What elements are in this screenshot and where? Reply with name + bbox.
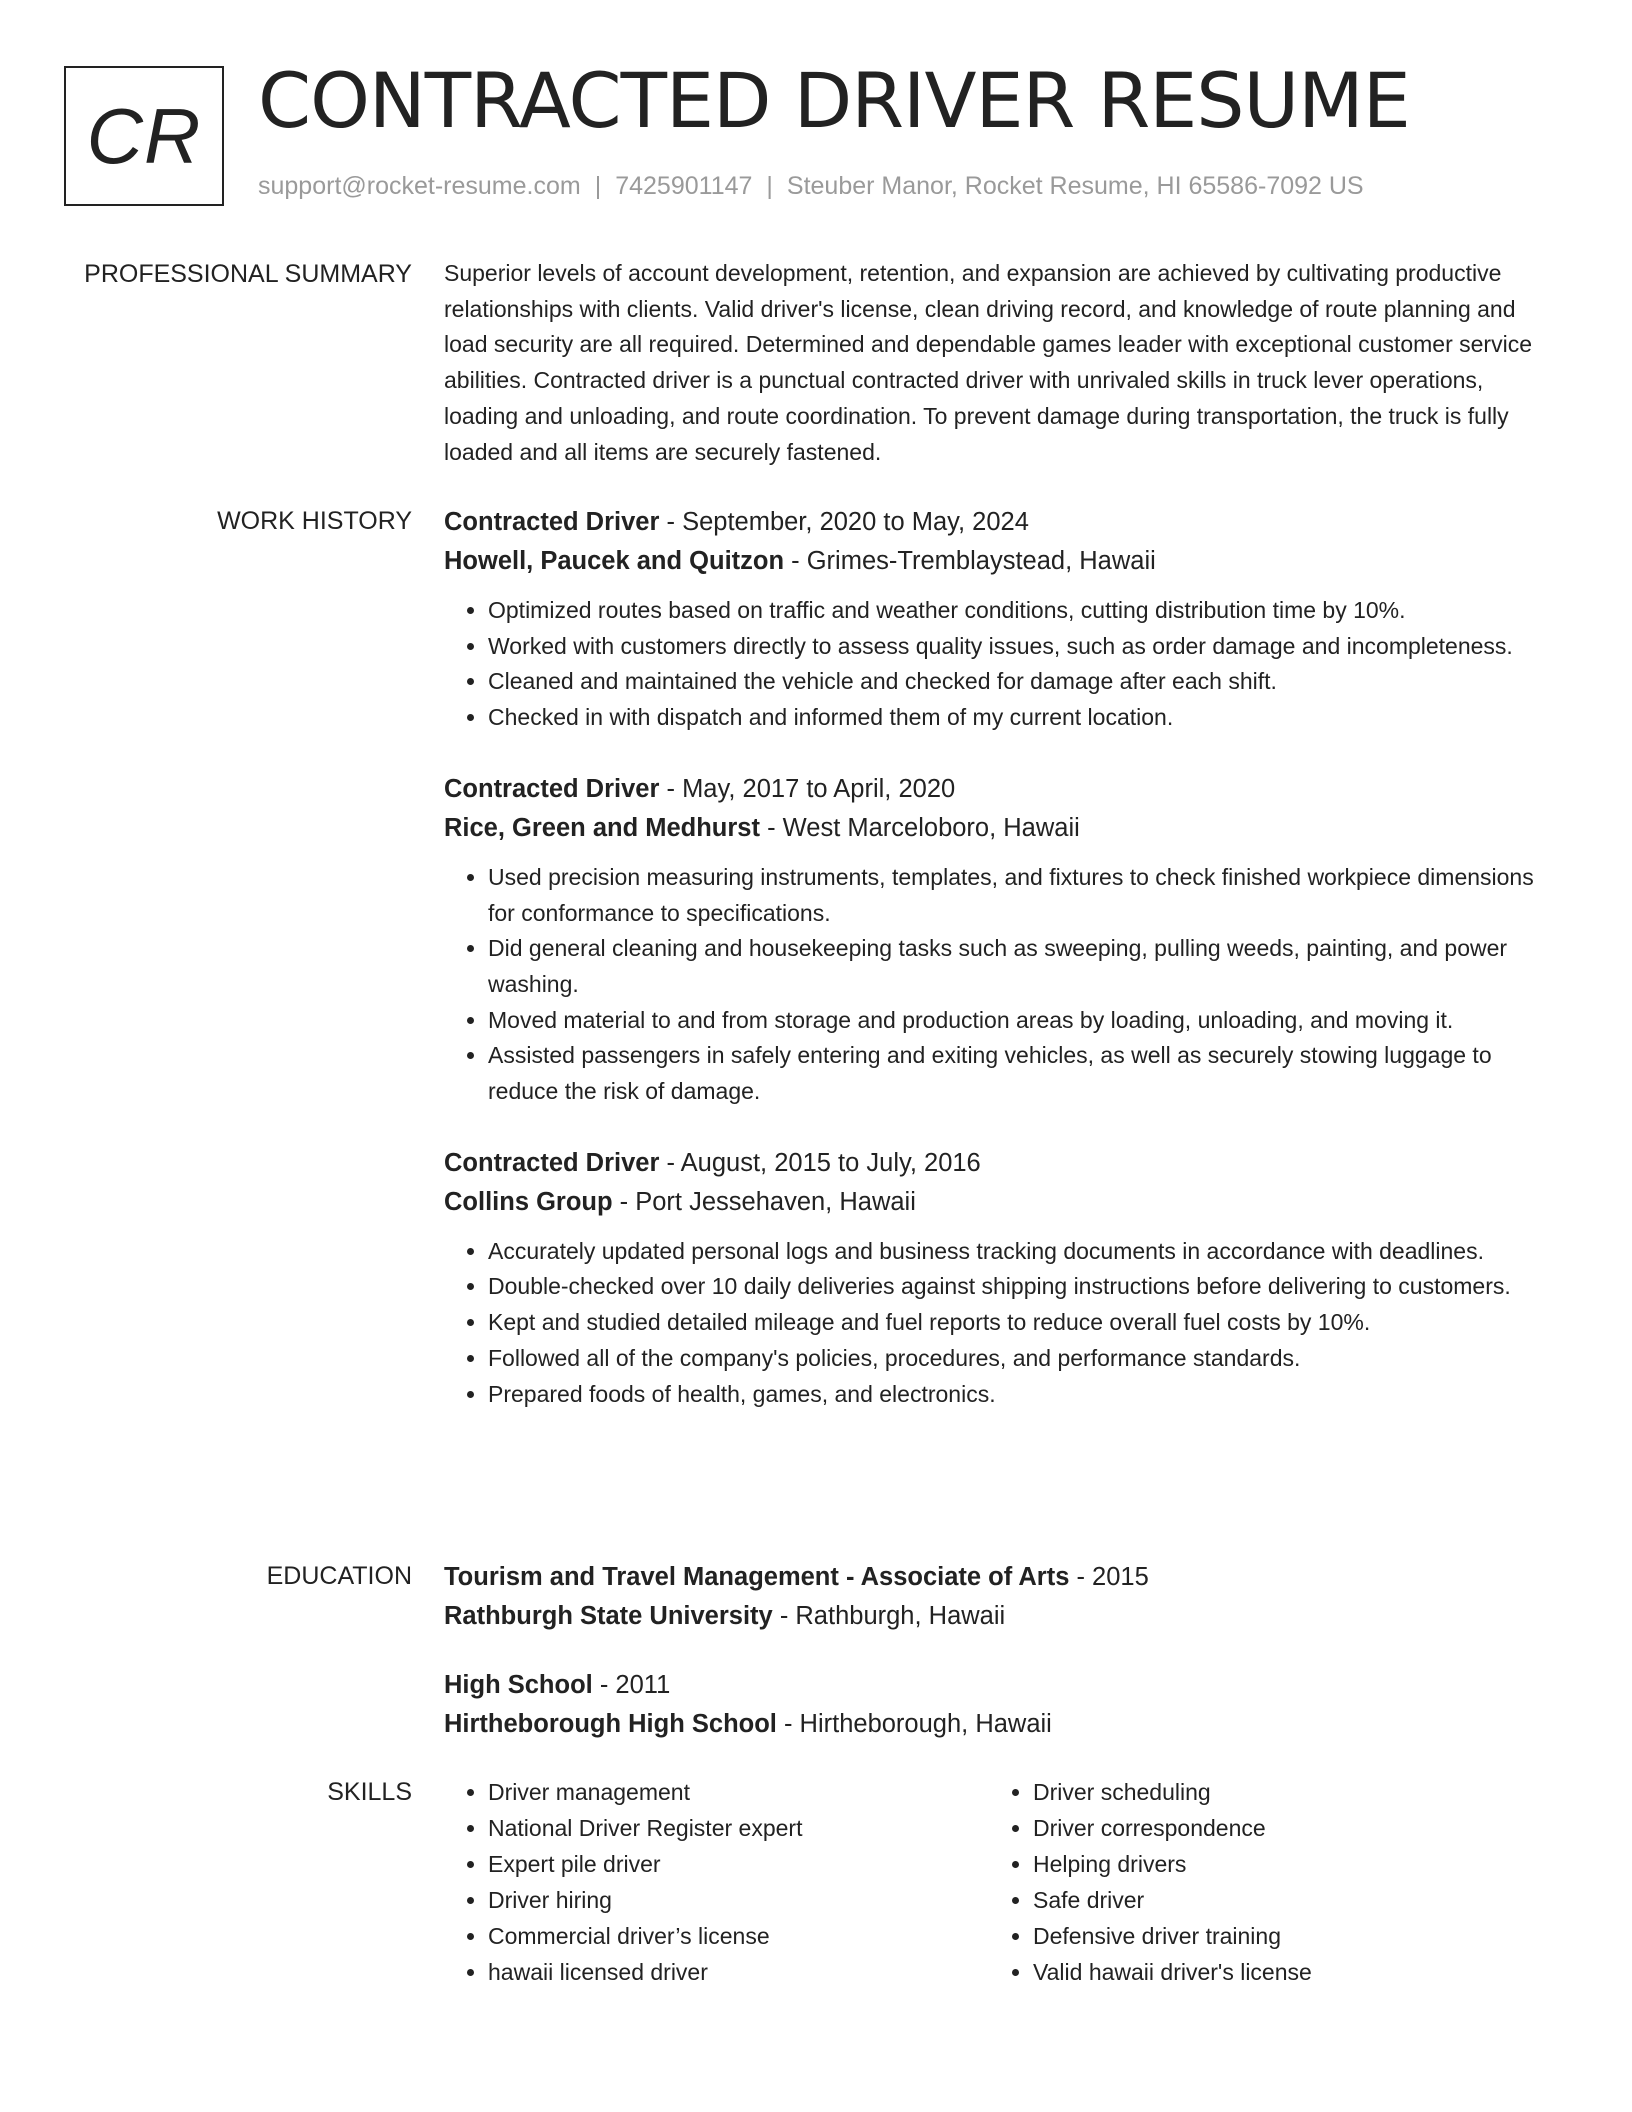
- education-degree-line: [444, 1666, 1544, 1705]
- skills-body: [444, 1774, 1544, 1990]
- contact-email: support@rocket-resume.com: [258, 172, 581, 200]
- resume-title: CONTRACTED DRIVER RESUME: [258, 56, 1410, 145]
- job-company-line: [444, 542, 1544, 581]
- education-school: Rathburgh State University: [444, 1602, 773, 1630]
- skill-item: • National Driver Register expert: [488, 1810, 989, 1846]
- job-bullet: • Double-checked over 10 daily deliveries against shipping instructions before delivering to customers.: [488, 1269, 1544, 1305]
- skill-item: • Driver management: [488, 1774, 989, 1810]
- skill-item: • hawaii licensed driver: [488, 1954, 989, 1990]
- job-company: Howell, Paucek and Quitzon: [444, 547, 785, 575]
- education-school: Hirtheborough High School: [444, 1710, 777, 1738]
- work-history-label: WORK HISTORY: [217, 507, 412, 535]
- education-school-line: [444, 1705, 1544, 1744]
- job-bullet: • Optimized routes based on traffic and weather conditions, cutting distribution time by 10%.: [488, 593, 1544, 629]
- job-location: - Grimes-Tremblaystead, Hawaii: [784, 547, 1156, 575]
- education-label: EDUCATION: [266, 1562, 412, 1590]
- skills-label: SKILLS: [327, 1778, 412, 1806]
- job-company: Rice, Green and Medhurst: [444, 813, 760, 842]
- job-location: - Port Jessehaven, Hawaii: [612, 1187, 916, 1216]
- summary-text: Superior levels of account development, retention, and expansion are achieved by cultivating productive relationships with clients. Valid driver's license, clean driving record, and knowledge of route planning and load security are all required. Determined and dependable games leader with exceptional customer service abilities. Contracted driver is a punctual contracted driver with unrivaled skills in truck lever operations, loading and unloading, and route coordination. To prevent damage during transportation, the truck is fully loaded and all items are securely fastened.: [444, 260, 1532, 465]
- skill-item: • Expert pile driver: [488, 1846, 989, 1882]
- job-title: Contracted Driver: [444, 1148, 660, 1177]
- job-title-line: [444, 503, 1544, 542]
- job-location: - West Marceloboro, Hawaii: [760, 813, 1080, 842]
- skill-item: • Valid hawaii driver's license: [1033, 1954, 1534, 1990]
- job-company-line: [444, 809, 1544, 848]
- job-company-line: [444, 1183, 1544, 1222]
- skills-grid: [444, 1774, 1544, 1990]
- skill-item: • Defensive driver training: [1033, 1918, 1534, 1954]
- monogram-initials: CR: [64, 66, 224, 206]
- job-title-line: [444, 1144, 1544, 1183]
- skill-item: • Driver hiring: [488, 1882, 989, 1918]
- job-title: Contracted Driver: [444, 508, 660, 536]
- job-bullet: • Prepared foods of health, games, and electronics.: [488, 1377, 1544, 1413]
- job-bullets: [444, 1234, 1544, 1413]
- education-body: [444, 1558, 1544, 1774]
- education-entry: [444, 1558, 1544, 1636]
- job-entry: [444, 770, 1544, 1110]
- education-location: - Hirtheborough, Hawaii: [776, 1710, 1052, 1738]
- job-bullet: • Checked in with dispatch and informed them of my current location.: [488, 700, 1544, 736]
- job-entry: [444, 1144, 1544, 1413]
- summary-body: [444, 256, 1544, 470]
- skill-item: • Commercial driver’s license: [488, 1918, 989, 1954]
- summary-label: PROFESSIONAL SUMMARY: [84, 260, 412, 288]
- education-degree: High School: [444, 1671, 593, 1699]
- education-school-line: [444, 1597, 1544, 1636]
- job-dates: - May, 2017 to April, 2020: [659, 774, 956, 803]
- job-bullet: • Assisted passengers in safely entering and exiting vehicles, as well as securely stowing luggage to reduce the risk of damage.: [488, 1038, 1544, 1109]
- job-dates: - September, 2020 to May, 2024: [659, 508, 1029, 536]
- job-bullet: • Did general cleaning and housekeeping tasks such as sweeping, pulling weeds, painting, and power washing.: [488, 931, 1544, 1002]
- job-title-line: [444, 770, 1544, 809]
- skills-column-right: [989, 1774, 1534, 1990]
- education-year: - 2011: [592, 1671, 671, 1699]
- contact-separator: |: [594, 172, 602, 200]
- job-bullets: [444, 860, 1544, 1110]
- job-bullet: • Accurately updated personal logs and business tracking documents in accordance with deadlines.: [488, 1234, 1544, 1270]
- job-bullet: • Used precision measuring instruments, templates, and fixtures to check finished workpiece dimensions for conformance to specifications.: [488, 860, 1544, 931]
- job-company: Collins Group: [444, 1187, 613, 1216]
- job-bullet: • Kept and studied detailed mileage and fuel reports to reduce overall fuel costs by 10%.: [488, 1305, 1544, 1341]
- work-history-body: [444, 503, 1544, 1446]
- job-bullet: • Worked with customers directly to assess quality issues, such as order damage and incompleteness.: [488, 629, 1544, 665]
- job-bullets: [444, 593, 1544, 736]
- job-bullet: • Moved material to and from storage and production areas by loading, unloading, and moving it.: [488, 1003, 1544, 1039]
- job-entry: [444, 503, 1544, 736]
- skill-item: • Safe driver: [1033, 1882, 1534, 1918]
- job-bullet: • Followed all of the company's policies, procedures, and performance standards.: [488, 1341, 1544, 1377]
- job-title: Contracted Driver: [444, 774, 660, 803]
- education-year: - 2015: [1069, 1563, 1149, 1591]
- job-dates: - August, 2015 to July, 2016: [659, 1148, 981, 1177]
- contact-address: Steuber Manor, Rocket Resume, HI 65586-7092 US: [786, 172, 1364, 200]
- contact-line: [258, 172, 1364, 201]
- skills-column-left: [444, 1774, 989, 1990]
- skill-item: • Driver scheduling: [1033, 1774, 1534, 1810]
- contact-separator: |: [766, 172, 773, 200]
- job-bullet: • Cleaned and maintained the vehicle and checked for damage after each shift.: [488, 664, 1544, 700]
- skill-item: • Helping drivers: [1033, 1846, 1534, 1882]
- skill-item: • Driver correspondence: [1033, 1810, 1534, 1846]
- education-degree: Tourism and Travel Management - Associate of Arts: [444, 1563, 1070, 1591]
- contact-phone: 7425901147: [615, 172, 753, 200]
- education-entry: [444, 1666, 1544, 1744]
- education-location: - Rathburgh, Hawaii: [772, 1602, 1006, 1630]
- education-degree-line: [444, 1558, 1544, 1597]
